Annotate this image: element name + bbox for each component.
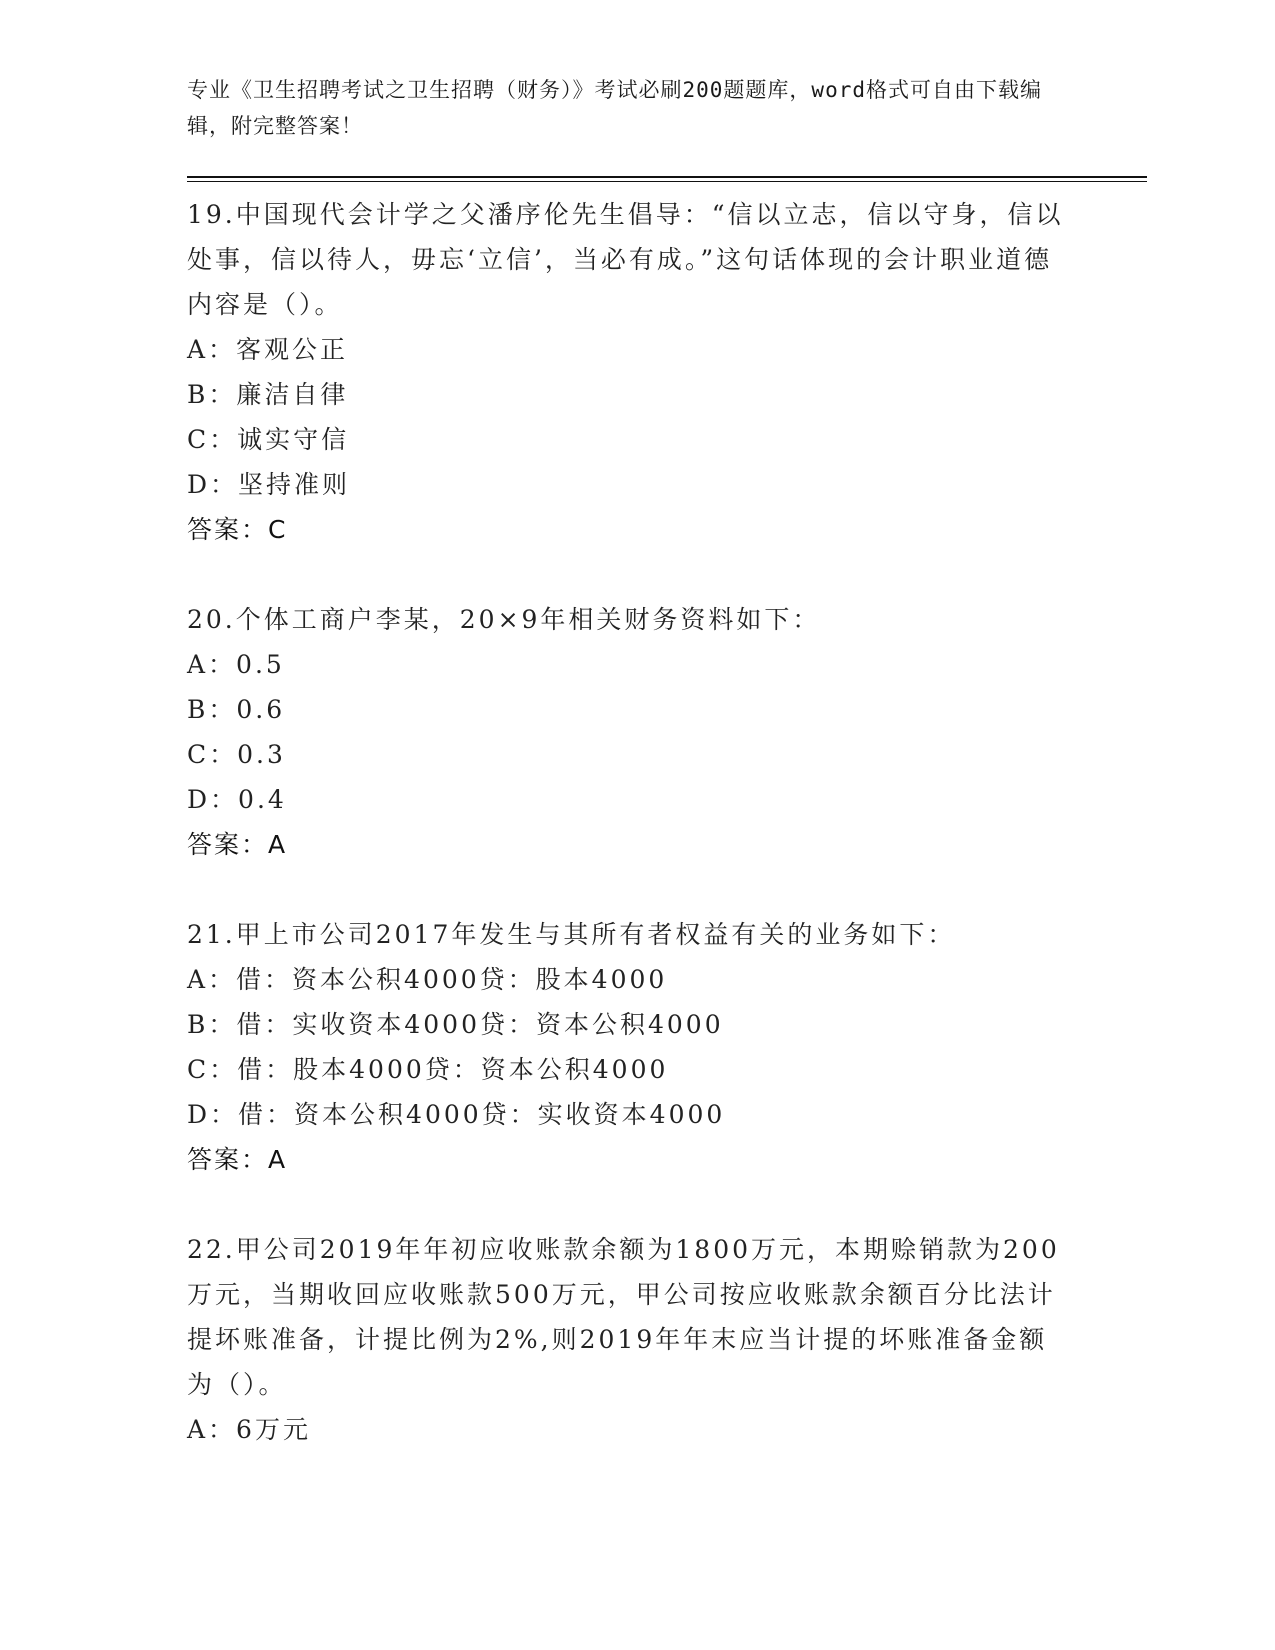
option-b: B：借：实收资本4000贷：资本公积4000 bbox=[187, 1010, 724, 1039]
question-stem: 21.甲上市公司2017年发生与其所有者权益有关的业务如下： bbox=[187, 920, 956, 949]
option-a: A：6万元 bbox=[187, 1415, 311, 1444]
option-a: A：借：资本公积4000贷：股本4000 bbox=[187, 965, 668, 994]
option-c: C：0.3 bbox=[187, 740, 286, 769]
question-19 bbox=[187, 192, 1067, 597]
option-a: A：0.5 bbox=[187, 650, 285, 679]
option-b: B：廉洁自律 bbox=[187, 380, 349, 409]
question-stem: 20.个体工商户李某，20×9年相关财务资料如下： bbox=[187, 605, 821, 634]
option-b: B：0.6 bbox=[187, 695, 286, 724]
question-list bbox=[187, 192, 1067, 1452]
question-20 bbox=[187, 597, 1067, 912]
option-d: D：坚持准则 bbox=[187, 470, 351, 499]
question-stem: 19.中国现代会计学之父潘序伦先生倡导：“信以立志，信以守身，信以处事，信以待人，毋忘‘立信’，当必有成。”这句话体现的会计职业道德内容是（）。 bbox=[187, 200, 1064, 319]
answer-line: 答案：C bbox=[187, 515, 288, 544]
option-c: C：借：股本4000贷：资本公积4000 bbox=[187, 1055, 669, 1084]
option-c: C：诚实守信 bbox=[187, 425, 350, 454]
question-stem: 22.甲公司2019年年初应收账款余额为1800万元，本期赊销款为200万元，当期收回应收账款500万元，甲公司按应收账款余额百分比法计提坏账准备，计提比例为2%,则2019年年末应当计提的坏账准备金额为（）。 bbox=[187, 1235, 1060, 1399]
option-d: D：借：资本公积4000贷：实收资本4000 bbox=[187, 1100, 726, 1129]
question-22 bbox=[187, 1227, 1067, 1452]
document-header: 专业《卫生招聘考试之卫生招聘（财务）》考试必刷200题题库，word格式可自由下载编辑，附完整答案！ bbox=[187, 78, 1042, 138]
answer-line: 答案：A bbox=[187, 1145, 288, 1174]
header-divider-thick bbox=[187, 176, 1147, 178]
option-d: D：0.4 bbox=[187, 785, 287, 814]
answer-line: 答案：A bbox=[187, 830, 288, 859]
option-a: A：客观公正 bbox=[187, 335, 349, 364]
question-21 bbox=[187, 912, 1067, 1227]
header-divider-thin bbox=[187, 181, 1147, 182]
